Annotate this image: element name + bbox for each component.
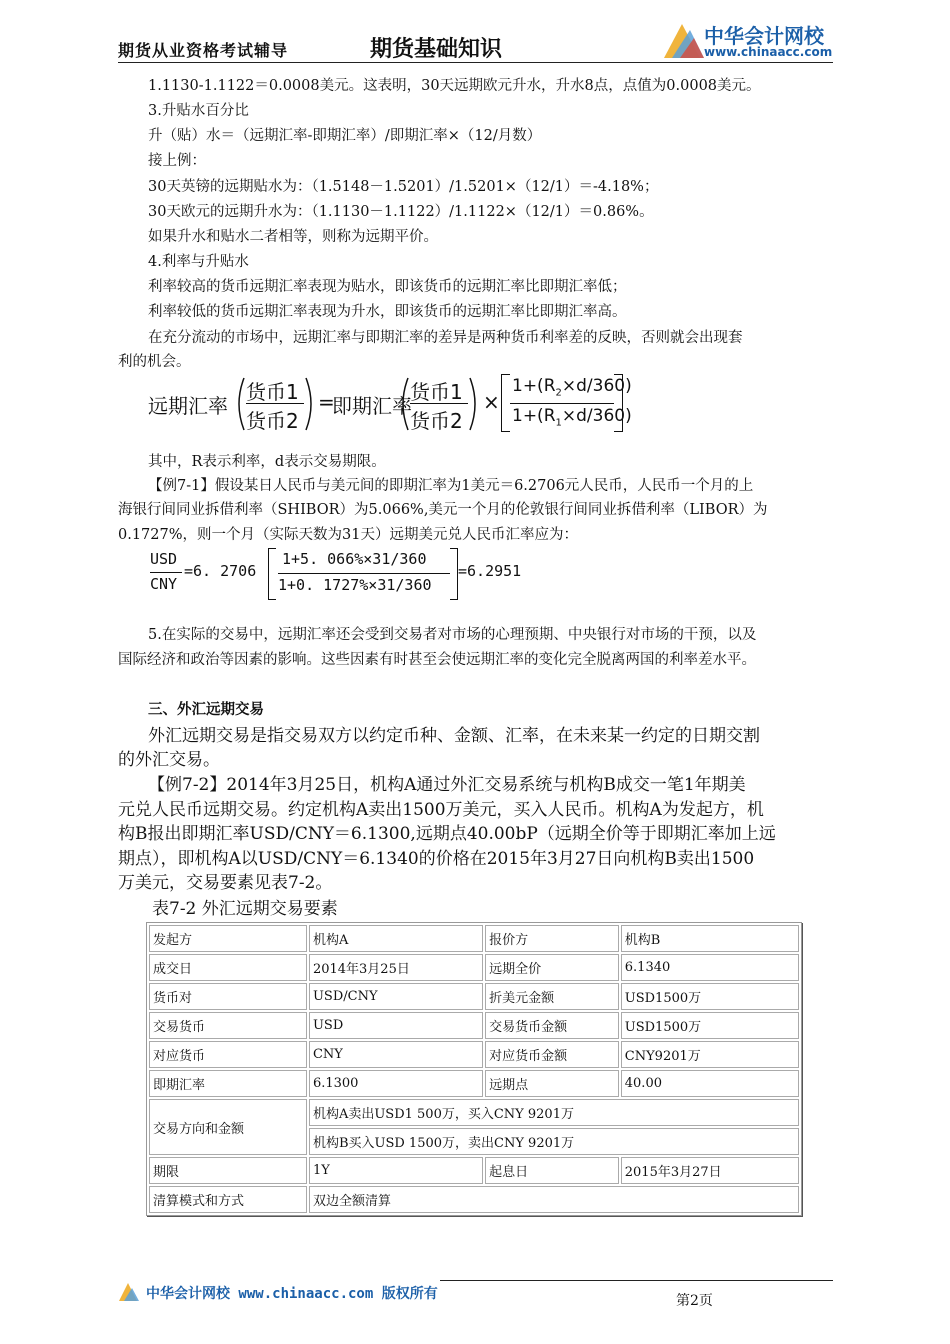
table-cell: USD xyxy=(309,1012,483,1039)
forward-rate-formula xyxy=(148,374,632,434)
table-cell: 6.1300 xyxy=(309,1070,483,1097)
table-cell: 对应货币 xyxy=(149,1041,307,1068)
footer-divider xyxy=(440,1280,833,1281)
table-row xyxy=(149,1012,799,1039)
text-line: 升（贴）水＝（远期汇率-即期汇率）/即期汇率×（12/月数） xyxy=(148,128,542,144)
header-subject-title: 期货基础知识 xyxy=(370,37,503,62)
table-cell: 1Y xyxy=(309,1157,483,1184)
table-row xyxy=(149,1041,799,1068)
text-line: 5.在实际的交易中，远期汇率还会受到交易者对市场的心理预期、中央银行对市场的干预，以及 xyxy=(148,627,757,643)
table-cell: 2014年3月25日 xyxy=(309,954,483,981)
formula-rhs: 即期汇率 xyxy=(332,394,412,418)
example-text: 0.1727%，则一个月（实际天数为31天）远期美元兑人民币汇率应为： xyxy=(118,527,578,543)
example-text: 元兑人民币远期交易。约定机构A卖出1500万美元，买入人民币。机构A为发起方，机 xyxy=(118,800,764,820)
table-row xyxy=(149,983,799,1010)
table-cell: 机构B xyxy=(621,925,799,952)
table-row xyxy=(149,1099,799,1126)
subheading: 3.升贴水百分比 xyxy=(148,103,249,119)
formula-times: × xyxy=(483,390,500,414)
table-cell: 报价方 xyxy=(485,925,619,952)
table-cell: 双边全额清算 xyxy=(309,1186,799,1213)
table-row xyxy=(149,925,799,952)
table-cell: USD1500万 xyxy=(621,1012,799,1039)
footer-logo-icon xyxy=(118,1280,140,1302)
fraction-bar xyxy=(278,573,450,574)
text-line: 接上例： xyxy=(148,153,206,169)
left-paren-icon xyxy=(232,376,246,432)
text-line: 国际经济和政治等因素的影响。这些因素有时甚至会使远期汇率的变化完全脱离两国的利率差水平。 xyxy=(118,652,756,668)
table-cell: 6.1340 xyxy=(621,954,799,981)
example-formula xyxy=(150,548,530,600)
text-line: 利率较高的货币远期汇率表现为贴水，即该货币的远期汇率比即期汇率低； xyxy=(148,279,627,295)
example-text: 【例7-2】2014年3月25日，机构A通过外汇交易系统与机构B成交一笔1年期美 xyxy=(148,775,746,795)
text-line: 利率较低的货币远期汇率表现为升水，即该货币的远期汇率比即期汇率高。 xyxy=(148,304,627,320)
formula-cny: CNY xyxy=(150,575,178,593)
logo-url: www.chinaacc.com xyxy=(704,45,833,59)
table-cell: 成交日 xyxy=(149,954,307,981)
text-line: 30天英镑的远期贴水为：（1.5148－1.5201）/1.5201×（12/1）＝-4.18%； xyxy=(148,179,659,195)
formula-denominator: $1+(R_1\times d/360)$ xyxy=(512,406,632,429)
header-course-title: 期货从业资格考试辅导 xyxy=(118,41,289,60)
table-cell: 远期全价 xyxy=(485,954,619,981)
table-cell: 机构A xyxy=(309,925,483,952)
fraction-bar xyxy=(410,403,468,404)
header-divider xyxy=(118,62,833,63)
formula-equals: = xyxy=(318,390,335,414)
table-cell: 交易货币 xyxy=(149,1012,307,1039)
right-bracket-icon xyxy=(450,548,458,600)
page-number: 第2页 xyxy=(676,1293,713,1309)
table-cell: 对应货币金额 xyxy=(485,1041,619,1068)
right-bracket-icon xyxy=(614,374,623,432)
table-cell: 2015年3月27日 xyxy=(621,1157,799,1184)
table-caption: 表7-2 外汇远期交易要素 xyxy=(152,899,338,919)
table-row xyxy=(149,954,799,981)
forward-trade-table xyxy=(146,922,802,1216)
formula-currency1: 货币1 xyxy=(410,380,463,404)
example-text: 海银行间同业拆借利率（SHIBOR）为5.066%,美元一个月的伦敦银行间同业拆借利率（LIBOR）为 xyxy=(118,502,768,518)
text-line: 的外汇交易。 xyxy=(118,750,220,770)
left-bracket-icon xyxy=(501,374,510,432)
table-cell: 交易货币金额 xyxy=(485,1012,619,1039)
table-cell: 清算模式和方式 xyxy=(149,1186,307,1213)
text-line: 利的机会。 xyxy=(118,354,191,370)
example-text: 期点），即机构A以USD/CNY＝6.1340的价格在2015年3月27日向机构B卖出1500 xyxy=(118,849,755,869)
logo-name: 中华会计网校 xyxy=(704,24,824,48)
formula-usd: USD xyxy=(150,550,178,568)
table-cell: 起息日 xyxy=(485,1157,619,1184)
subheading: 4.利率与升贴水 xyxy=(148,254,249,270)
table-cell: 期限 xyxy=(149,1157,307,1184)
table-cell: 即期汇率 xyxy=(149,1070,307,1097)
text-line: 1.1130-1.1122＝0.0008美元。这表明，30天远期欧元升水，升水8点，点值为0.0008美元。 xyxy=(148,78,761,94)
table-cell: 交易方向和金额 xyxy=(149,1099,307,1155)
table-row xyxy=(149,1186,799,1213)
table-row xyxy=(149,1070,799,1097)
formula-spot: =6. 2706 xyxy=(184,562,257,580)
table-cell: CNY9201万 xyxy=(621,1041,799,1068)
table-row xyxy=(149,1157,799,1184)
section-heading: 三、外汇远期交易 xyxy=(148,702,264,718)
example-text: 万美元，交易要素见表7-2。 xyxy=(118,873,333,893)
fraction-bar xyxy=(246,403,304,404)
footer-copyright: 中华会计网校 www.chinaacc.com 版权所有 xyxy=(146,1286,438,1302)
formula-currency2: 货币2 xyxy=(410,409,463,433)
table-cell: 40.00 xyxy=(621,1070,799,1097)
fraction-bar xyxy=(510,403,614,404)
text-line: 在充分流动的市场中，远期汇率与即期汇率的差异是两种货币利率差的反映，否则就会出现套 xyxy=(148,330,743,346)
right-paren-icon xyxy=(468,376,482,432)
formula-lhs: 远期汇率 xyxy=(148,394,228,418)
text-line: 如果升水和贴水二者相等，则称为远期平价。 xyxy=(148,229,438,245)
formula-currency2: 货币2 xyxy=(246,409,299,433)
table-cell: CNY xyxy=(309,1041,483,1068)
table-cell: 机构B买入USD 1500万，卖出CNY 9201万 xyxy=(309,1128,799,1155)
example-text: 构B报出即期汇率USD/CNY＝6.1300,远期点40.00bP（远期全价等于即期汇率加上远 xyxy=(118,824,776,844)
text-line: 外汇远期交易是指交易双方以约定币种、金额、汇率，在未来某一约定的日期交割 xyxy=(148,726,760,746)
table-cell: 发起方 xyxy=(149,925,307,952)
table-cell: 折美元金额 xyxy=(485,983,619,1010)
table-cell: 远期点 xyxy=(485,1070,619,1097)
text-line: 30天欧元的远期升水为：（1.1130－1.1122）/1.1122×（12/1）＝0.86%。 xyxy=(148,204,654,220)
table-cell: USD1500万 xyxy=(621,983,799,1010)
text-line: 其中，R表示利率，d表示交易期限。 xyxy=(148,454,386,470)
left-paren-icon xyxy=(396,376,410,432)
table-cell: 机构A卖出USD1 500万，买入CNY 9201万 xyxy=(309,1099,799,1126)
formula-numerator: $1+(R_2\times d/360)$ xyxy=(512,376,632,399)
table-cell: USD/CNY xyxy=(309,983,483,1010)
table-cell: 货币对 xyxy=(149,983,307,1010)
formula-currency1: 货币1 xyxy=(246,380,299,404)
fraction-bar xyxy=(150,572,182,573)
formula-denominator: 1+0. 1727%×31/360 xyxy=(278,576,432,594)
left-bracket-icon xyxy=(268,548,276,600)
formula-result: =6.2951 xyxy=(458,562,522,580)
example-text: 【例7-1】假设某日人民币与美元间的即期汇率为1美元＝6.2706元人民币，人民币一个月的上 xyxy=(148,478,754,494)
right-paren-icon xyxy=(304,376,318,432)
formula-numerator: 1+5. 066%×31/360 xyxy=(282,550,427,568)
